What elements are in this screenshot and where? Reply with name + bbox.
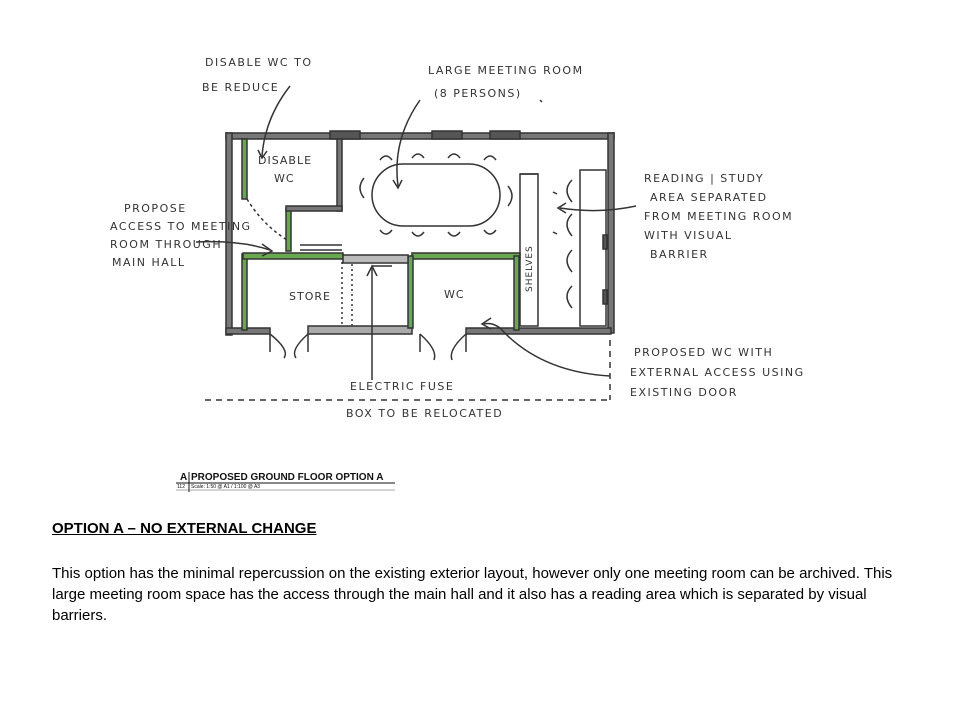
annotation-propose-line2: ACCESS TO MEETING [110, 220, 252, 233]
title-block-ref: A [180, 472, 188, 483]
annotation-disable-wc-line2: BE REDUCE [202, 81, 280, 94]
annotation-fuse-line2: BOX TO BE RELOCATED [346, 407, 504, 420]
option-description [52, 518, 912, 626]
annotation-reading-line1: READING | STUDY [644, 172, 765, 185]
meeting-table [360, 154, 512, 236]
annotation-reading-line5: BARRIER [650, 248, 709, 261]
room-label-disable: DISABLE [258, 154, 313, 167]
annotation-propose-line1: PROPOSE [124, 202, 187, 215]
annotation-proposed-wc-line2: EXTERNAL ACCESS USING [630, 366, 805, 379]
new-walls [242, 139, 520, 330]
annotation-disable-wc-line1: DISABLE WC TO [205, 56, 313, 69]
room-label-wc: WC [444, 288, 465, 301]
room-label-disable-wc: WC [274, 172, 295, 185]
title-block-sheet: 112 [177, 484, 185, 490]
title-block [176, 472, 395, 492]
room-label-store: STORE [289, 290, 331, 303]
annotation-reading-line4: WITH VISUAL [644, 229, 733, 242]
annotation-meeting-room-line1: LARGE MEETING ROOM [428, 64, 584, 77]
room-label-shelves: SHELVES [525, 245, 535, 292]
option-heading: OPTION A – NO EXTERNAL CHANGE [52, 520, 317, 537]
annotation-fuse-line1: ELECTRIC FUSE [350, 380, 455, 393]
annotation-reading-line3: FROM MEETING ROOM [644, 210, 794, 223]
option-body: This option has the minimal repercussion on the existing exterior layout, however only one meeting room can be archived. This large meeting room space has the access through the main hall and it also has a reading area which is separated by visual barriers. [52, 565, 893, 624]
annotation-proposed-wc-line1: PROPOSED WC WITH [634, 346, 774, 359]
annotation-propose-line4: MAIN HALL [112, 256, 186, 269]
title-block-title: PROPOSED GROUND FLOOR OPTION A [191, 472, 384, 483]
annotation-reading-line2: AREA SEPARATED [650, 191, 768, 204]
annotation-propose-line3: ROOM THROUGH [110, 238, 223, 251]
annotation-proposed-wc-line3: EXISTING DOOR [630, 386, 738, 399]
title-block-scale: Scale: 1:50 @ A1 / 1:100 @ A3 [191, 484, 261, 490]
annotation-meeting-room-line2: (8 PERSONS) [434, 87, 522, 100]
